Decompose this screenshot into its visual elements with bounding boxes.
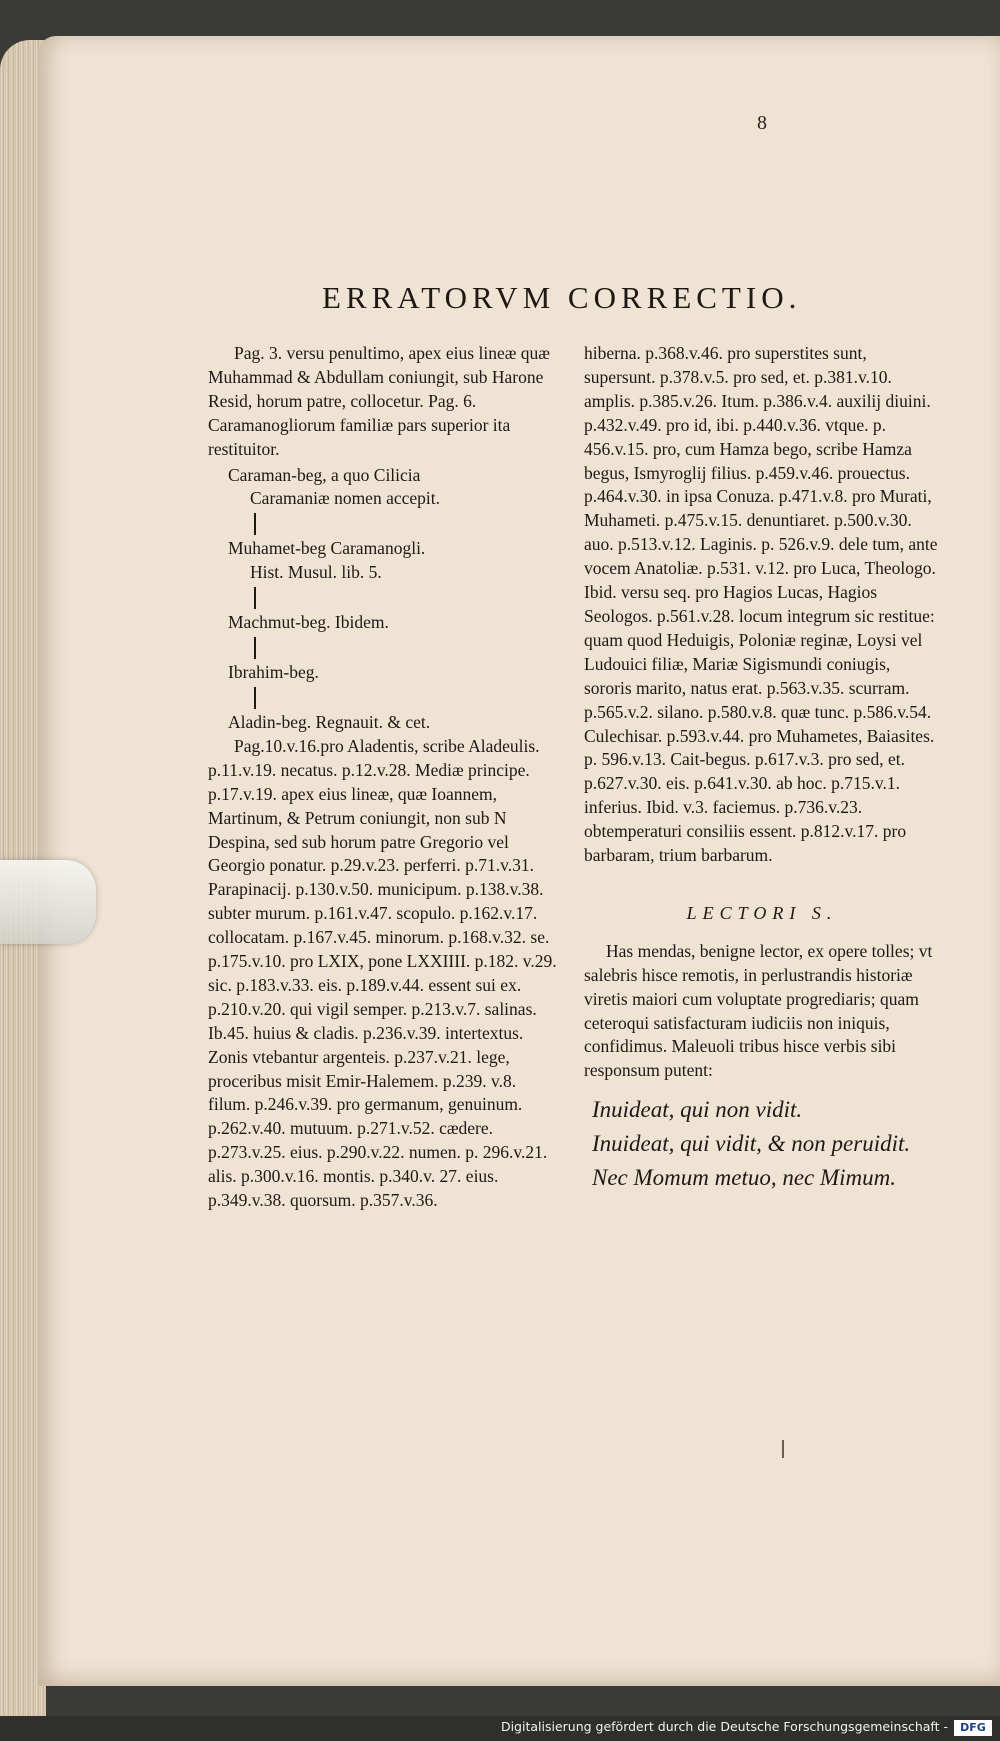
page-mark	[782, 1440, 784, 1458]
closing-verses	[592, 1093, 940, 1195]
genealogy-name: Caraman-beg, a quo Cilicia	[228, 464, 421, 485]
lectori-heading: LECTORI S.	[686, 902, 838, 923]
genealogy-connector	[254, 637, 256, 659]
verse-line: Nec Momum metuo, nec Mimum.	[592, 1165, 897, 1191]
footer-credit: Digitalisierung gefördert durch die Deutsche Forschungsgemeinschaft -	[500, 1719, 948, 1734]
verse-line: Inuideat, qui non vidit.	[592, 1097, 803, 1123]
genealogy-note: Hist. Musul. lib. 5.	[250, 562, 382, 583]
left-corrections-text: Pag.10.v.16.pro Aladentis, scribe Aladeulis. p.11.v.19. necatus. p.12.v.28. Mediæ principe. p.17.v.19. apex eius lineæ, quæ Ioannem, Martinum, & Petrum coniungit, non sub N Despina, sed sub horum patre Gregorio vel Georgio ponatur. p.29.v.23. perferri. p.71.v.31. Parapinacij. p.130.v.50. municipum. p.138.v.38. subter murum. p.161.v.47. scopulo. p.162.v.17. collocatam. p.167.v.45. minorum. p.168.v.32. se. p.175.v.10. pro LXIX, pone LXXIIII. p.182. v.29. sic. p.183.v.33. eis. p.189.v.44. essent sui ex. p.210.v.20. qui vigil semper. p.213.v.7. salinas. Ib.45. huius & cladis. p.236.v.39. intertextus. Zonis vtebantur argenteis. p.237.v.21. lege, proceribus misit Emir-Halemem. p.239. v.8. filum. p.246.v.39. pro germanum, genuinum. p.262.v.40. mutuum. p.271.v.52. cædere. p.273.v.25. eius. p.290.v.22. numen. p. 296.v.21. alis. p.300.v.16. montis. p.340.v. 27. eius. p.349.v.38. quorsum. p.357.v.36.	[208, 735, 557, 1211]
lectori-text: Has mendas, benigne lector, ex opere tolles; vt salebris hisce remotis, in perlustrandis historiæ viretis maiori cum voluptate progrediaris; quam ceteroqui satisfacturam iudiciis non iniquis, confidimus. Maleuoli tribus hisce verbis sibi responsum putent:	[584, 940, 933, 1081]
genealogy-name: Muhamet-beg Caramanogli.	[228, 538, 426, 559]
genealogy-note: Caramaniæ nomen accepit.	[250, 488, 440, 509]
genealogy-name: Aladin-beg. Regnauit. & cet.	[228, 711, 431, 732]
right-corrections-text: hiberna. p.368.v.46. pro superstites sunt, supersunt. p.378.v.5. pro sed, et. p.381.v.10. amplis. p.385.v.26. Itum. p.386.v.4. auxilij diuini. p.432.v.49. pro id, ibi. p.440.v.36. vtque. p. 456.v.15. pro, cum Hamza bego, scribe Hamza begus, Ismyroglij filius. p.459.v.46. prouectus. p.464.v.30. in ipsa Conuza. p.471.v.8. pro Murati, Muhameti. p.475.v.15. denuntiaret. p.500.v.30. auo. p.513.v.12. Laginis. p. 526.v.9. dele tum, ante vocem Anatoliæ. p.531. v.12. pro Luca, Theologo. Ibid. versu seq. pro Hagios Lucas, Hagios Seologos. p.561.v.28. locum integrum sic restitue: quam quod Heduigis, Poloniæ reginæ, Loysi vel Ludouici filiæ, Mariæ Sigismundi coniugis, sororis marito, natus erat. p.563.v.35. scurram. p.565.v.2. silano. p.580.v.8. quæ tunc. p.586.v.54. Culechisar. p.593.v.44. pro Muhametes, Baiasites. p. 596.v.13. Cait-begus. p.617.v.3. pro sed, et. p.627.v.30. eis. p.641.v.30. ab hoc. p.715.v.1. inferius. Ibid. v.3. faciemus. p.736.v.23. obtemperaturi consiliis essent. p.812.v.17. pro barbaram, trium barbarum.	[584, 343, 938, 866]
page-heading: ERRATORVM CORRECTIO.	[322, 280, 802, 315]
right-column	[584, 342, 940, 1195]
page-clip	[0, 860, 96, 944]
genealogy-entry	[228, 537, 560, 585]
dfg-logo: DFG	[954, 1720, 992, 1736]
genealogy-entry	[228, 464, 560, 512]
left-intro-text: Pag. 3. versu penultimo, apex eius lineæ quæ Muhammad & Abdullam coniungit, sub Harone Resid, horum patre, collocetur. Pag. 6. Caramanogliorum familiæ pars superior ita restituitor.	[208, 343, 550, 459]
left-column	[208, 342, 560, 1213]
genealogy-connector	[254, 687, 256, 709]
genealogy-name: Machmut-beg. Ibidem.	[228, 612, 389, 633]
genealogy-tree	[228, 464, 560, 735]
genealogy-connector	[254, 587, 256, 609]
page-number: 8	[757, 112, 767, 134]
genealogy-connector	[254, 513, 256, 535]
verse-line: Inuideat, qui vidit, & non peruidit.	[592, 1131, 911, 1157]
genealogy-entry	[228, 611, 560, 635]
genealogy-name: Ibrahim-beg.	[228, 662, 319, 683]
genealogy-entry	[228, 711, 560, 735]
genealogy-entry	[228, 661, 560, 685]
